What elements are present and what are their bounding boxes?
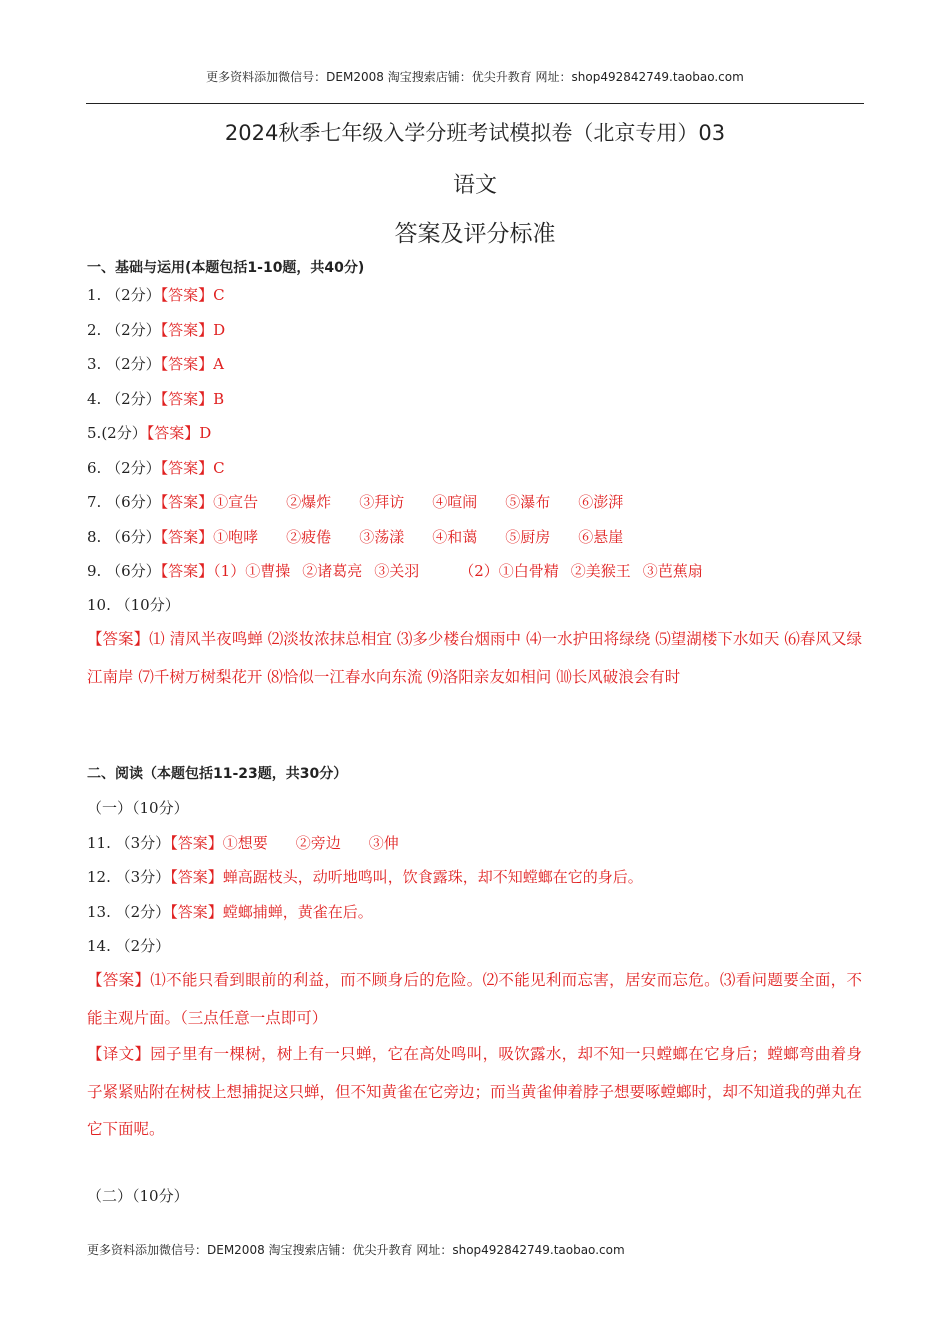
answer-key-title: 答案及评分标准 bbox=[394, 221, 556, 247]
question-5: 5.(2分）【答案】D bbox=[87, 424, 212, 442]
page-header-note: 更多资料添加微信号：DEM2008 淘宝搜索店铺：优尖升教育 网址：shop492842749.taobao.com bbox=[206, 70, 744, 84]
question-1: 1. （2分）【答案】C bbox=[87, 286, 225, 304]
question-14-translation: 【译文】园子里有一棵树，树上有一只蝉，它在高处鸣叫，吸饮露水，却不知一只螳螂在它身后；螳螂弯曲着身子紧紧贴附在树枝上想捕捉这只蝉，但不知黄雀在它旁边；而当黄雀伸着脖子想要啄螳螂时，却不知道我的弹丸在它下面呢。 bbox=[87, 1045, 863, 1138]
question-3: 3. （2分）【答案】A bbox=[87, 355, 224, 373]
page-footer-note: 更多资料添加微信号：DEM2008 淘宝搜索店铺：优尖升教育 网址：shop492842749.taobao.com bbox=[87, 1243, 625, 1257]
exam-title: 2024秋季七年级入学分班考试模拟卷（北京专用）03 bbox=[224, 121, 726, 145]
question-10-answer: 【答案】⑴ 清风半夜鸣蝉 ⑵淡妆浓抹总相宜 ⑶多少楼台烟雨中 ⑷一水护田将绿绕 ⑸望湖楼下水如天 ⑹春风又绿江南岸 ⑺千树万树梨花开 ⑻恰似一江春水向东流 ⑼洛阳亲友如相问 ⑽长风破浪会有时 bbox=[87, 630, 862, 686]
question-7: 7. （6分）【答案】①宣告 ②爆炸 ③拜访 ④喧闹 ⑤瀑布 ⑥澎湃 bbox=[87, 493, 624, 511]
question-8: 8. （6分）【答案】①咆哮 ②疲倦 ③荡漾 ④和蔼 ⑤厨房 ⑥悬崖 bbox=[87, 528, 624, 546]
question-11: 11. （3分）【答案】①想要 ②旁边 ③伸 bbox=[87, 834, 399, 852]
question-12: 12. （3分）【答案】蝉高踞枝头，动听地鸣叫，饮食露珠，却不知螳螂在它的身后。 bbox=[87, 868, 643, 886]
section2-heading: 二、阅读（本题包括11-23题，共30分） bbox=[87, 766, 348, 782]
part2-heading: （二）（10分） bbox=[87, 1187, 189, 1205]
header-divider bbox=[86, 103, 864, 104]
question-6: 6. （2分）【答案】C bbox=[87, 459, 225, 477]
section1-heading: 一、基础与运用(本题包括1-10题，共40分) bbox=[87, 260, 365, 276]
subject-title: 语文 bbox=[452, 173, 497, 198]
question-14-answer: 【答案】⑴不能只看到眼前的利益，而不顾身后的危险。⑵不能见利而忘害，居安而忘危。⑶看问题要全面，不能主观片面。（三点任意一点即可） bbox=[87, 971, 862, 1027]
question-13: 13. （2分）【答案】螳螂捕蝉，黄雀在后。 bbox=[87, 903, 373, 921]
question-2: 2. （2分）【答案】D bbox=[87, 321, 226, 339]
question-10: 10. （10分） bbox=[87, 596, 180, 614]
question-9: 9. （6分）【答案】（1）①曹操 ②诸葛亮 ③关羽 （2）①白骨精 ②美猴王 ③芭蕉扇 bbox=[87, 562, 703, 580]
question-14: 14. （2分） bbox=[87, 937, 171, 955]
question-4: 4. （2分）【答案】B bbox=[87, 390, 225, 408]
part1-heading: （一）（10分） bbox=[87, 799, 189, 817]
